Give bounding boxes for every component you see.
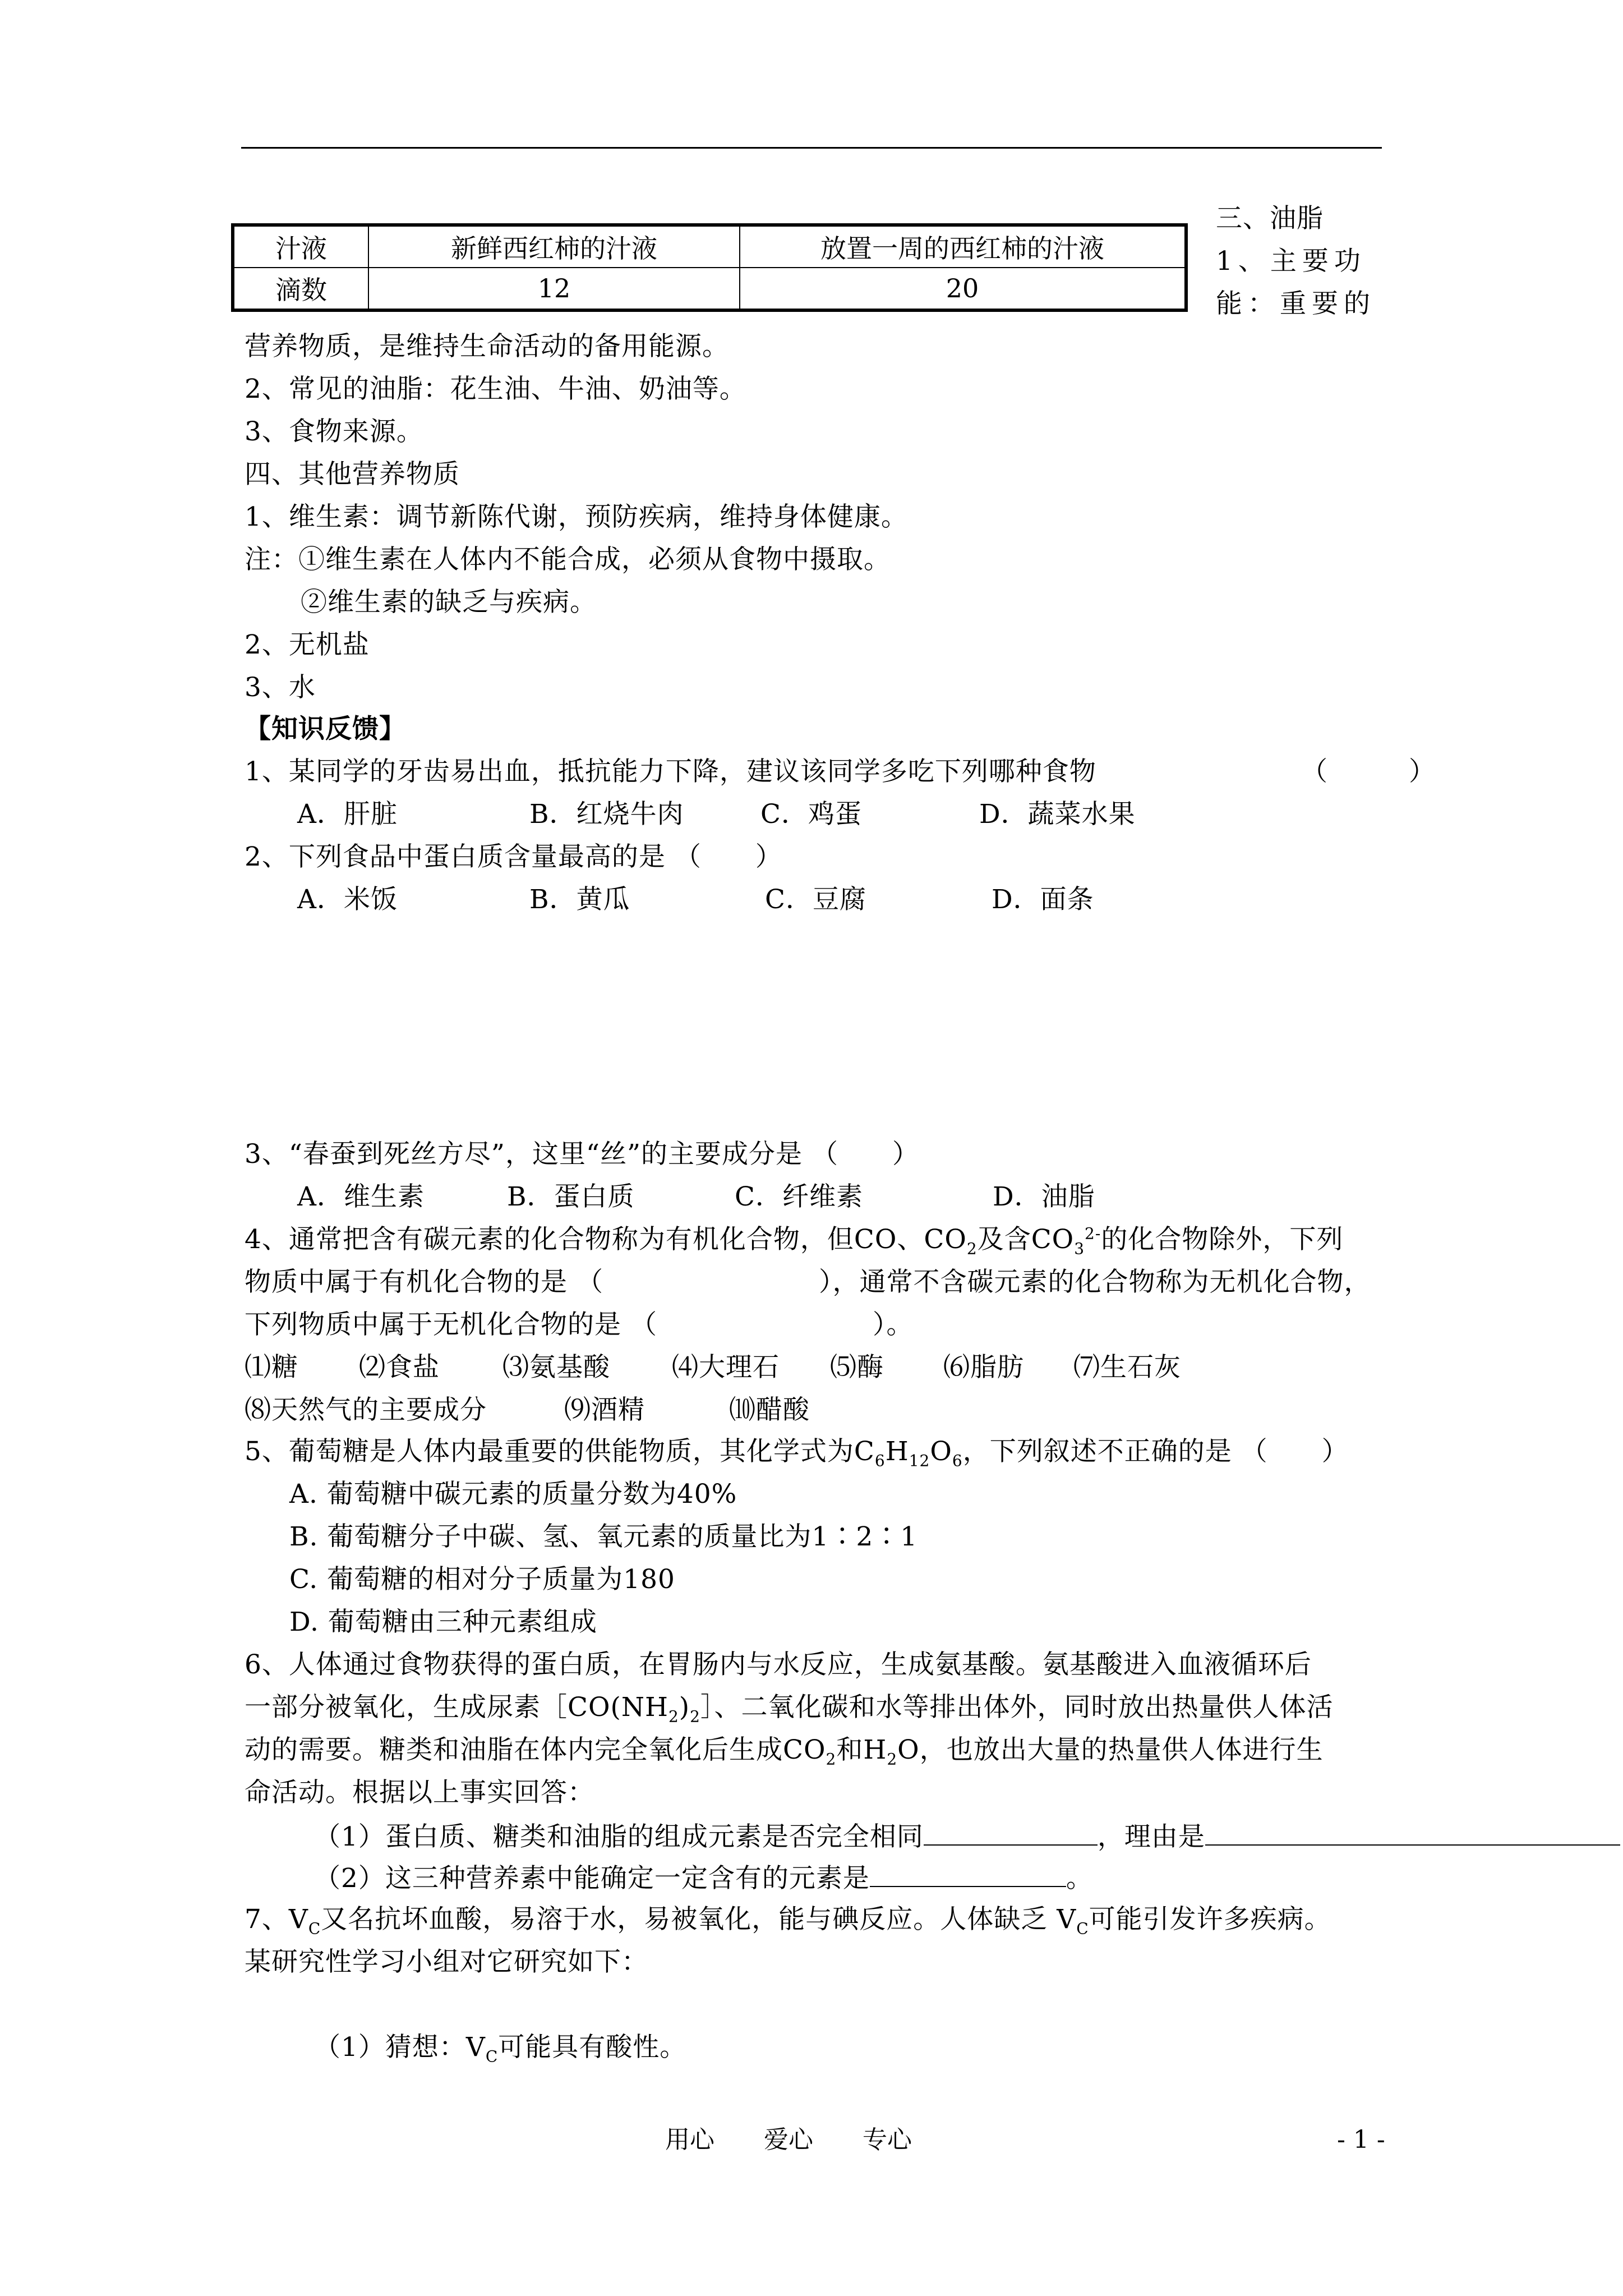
note-line: ②维生素的缺乏与疾病。 xyxy=(301,587,597,618)
option-b: B．黄瓜 xyxy=(529,884,630,915)
text-segment: （2）这三种营养素中能确定一定含有的元素是 xyxy=(314,1863,870,1894)
question-3-stem: 3、“春蚕到死丝方尽”，这里“丝”的主要成分是 （ ） xyxy=(245,1139,919,1170)
answer-blank[interactable] xyxy=(924,1820,1098,1846)
sub-question-1 xyxy=(314,1820,1620,1853)
text-line: 3、水 xyxy=(245,672,316,703)
text-segment: 可能具有酸性。 xyxy=(498,2032,687,2063)
question-6-line: 命活动。根据以上事实回答： xyxy=(245,1777,594,1808)
list-item: ⑸酶 xyxy=(830,1352,884,1383)
question-7-line: 某研究性学习小组对它研究如下： xyxy=(245,1947,648,1977)
text-segment: （1）蛋白质、糖类和油脂的组成元素是否完全相同 xyxy=(314,1821,924,1852)
list-item: ⑽醋酸 xyxy=(729,1395,810,1425)
juice-drops-table xyxy=(231,223,1188,312)
side-text: 1、主要功 xyxy=(1216,246,1366,277)
question-2-stem: 2、下列食品中蛋白质含量最高的是 （ ） xyxy=(245,841,782,872)
note-line: 注：①维生素在人体内不能合成，必须从食物中摄取。 xyxy=(245,544,891,575)
table-cell: 汁液 xyxy=(233,225,368,268)
answer-blank[interactable] xyxy=(870,1861,1066,1887)
list-item: ⑵食盐 xyxy=(359,1352,440,1383)
side-heading: 三、油脂 xyxy=(1216,203,1324,234)
text-segment: 5、葡萄糖是人体内最重要的供能物质，其化学式为C xyxy=(245,1436,875,1467)
option-a: A．肝脏 xyxy=(297,799,398,830)
text-line: 2、无机盐 xyxy=(245,629,370,660)
list-item: ⑺生石灰 xyxy=(1073,1352,1181,1383)
option-c: C. 葡萄糖的相对分子质量为180 xyxy=(289,1564,675,1595)
text-line: 2、常见的油脂：花生油、牛油、奶油等。 xyxy=(245,374,746,404)
option-d: D．蔬菜水果 xyxy=(979,799,1136,830)
list-item: ⑹脂肪 xyxy=(943,1352,1024,1383)
list-item: ⑷大理石 xyxy=(672,1352,780,1383)
list-item: ⑼酒精 xyxy=(564,1395,645,1425)
sub-question-2 xyxy=(314,1861,1093,1894)
text-segment: 和H xyxy=(836,1734,887,1765)
text-segment: 可能引发许多疾病。 xyxy=(1089,1904,1331,1935)
text-line: 3、食物来源。 xyxy=(245,416,423,447)
option-a: A．米饭 xyxy=(297,884,398,915)
option-c: C．豆腐 xyxy=(765,884,866,915)
text-segment: ，下列叙述不正确的是 （ ） xyxy=(962,1436,1349,1467)
table-cell: 20 xyxy=(740,268,1186,310)
text-segment: O，也放出大量的热量供人体进行生 xyxy=(897,1734,1324,1765)
text-segment: 及含CO xyxy=(977,1224,1075,1255)
table-cell: 放置一周的西红柿的汁液 xyxy=(740,225,1186,268)
option-b: B．红烧牛肉 xyxy=(529,799,684,830)
table-row xyxy=(233,268,1186,310)
answer-blank[interactable] xyxy=(1205,1820,1620,1846)
section-heading: 【知识反馈】 xyxy=(245,714,406,744)
section-heading: 四、其他营养物质 xyxy=(245,459,460,490)
list-item: ⑻天然气的主要成分 xyxy=(245,1395,487,1425)
question-5-stem: 5、葡萄糖是人体内最重要的供能物质，其化学式为$C_6H_{12}O_6$，下列叙述不正确的是 （ ） xyxy=(245,1436,1349,1470)
option-d: D. 葡萄糖由三种元素组成 xyxy=(289,1607,597,1637)
text-segment: 的化合物除外，下列 xyxy=(1101,1224,1344,1255)
text-segment: 4、通常把含有碳元素的化合物称为有机化合物，但CO、CO xyxy=(245,1224,967,1255)
question-6-line: 一部分被氧化，生成尿素$[CO(NH_2)_2]$、二氧化碳和水等排出体外，同时放出热量供人体活 xyxy=(245,1692,1334,1726)
option-d: D．油脂 xyxy=(993,1181,1095,1212)
option-c: C．鸡蛋 xyxy=(760,799,862,830)
side-text: 能：重要的 xyxy=(1216,288,1376,319)
text-segment: 一部分被氧化，生成尿素［CO(NH xyxy=(245,1692,668,1723)
question-7-line: 7、$V_C$又名抗坏血酸，易溶于水，易被氧化，能与碘反应。人体缺乏 $V_C$可能引发许多疾病。 xyxy=(245,1904,1331,1938)
question-6-line: 6、人体通过食物获得的蛋白质，在胃肠内与水反应，生成氨基酸。氨基酸进入血液循环后 xyxy=(245,1649,1312,1680)
question-1-stem: 1、某同学的牙齿易出血，抵抗能力下降，建议该同学多吃下列哪种食物 xyxy=(245,756,1096,787)
question-6-line: 动的需要。糖类和油脂在体内完全氧化后生成$CO_2$和$H_2O$，也放出大量的热量供人体进行生 xyxy=(245,1734,1324,1769)
option-b: B. 葡萄糖分子中碳、氢、氧元素的质量比为1∶2∶1 xyxy=(289,1521,918,1552)
text-segment: 动的需要。糖类和油脂在体内完全氧化后生成CO xyxy=(245,1734,826,1765)
question-4-line: 下列物质中属于无机化合物的是 （ ）。 xyxy=(245,1309,914,1340)
option-c: C．纤维素 xyxy=(735,1181,863,1212)
text-line: 1、维生素：调节新陈代谢，预防疾病，维持身体健康。 xyxy=(245,501,908,532)
list-item: ⑴糖 xyxy=(245,1352,298,1383)
option-b: B．蛋白质 xyxy=(507,1181,635,1212)
question-4-line: 物质中属于有机化合物的是 （ ），通常不含碳元素的化合物称为无机化合物， xyxy=(245,1267,1371,1297)
list-item: ⑶氨基酸 xyxy=(502,1352,610,1383)
text-segment: ，理由是 xyxy=(1097,1821,1205,1852)
answer-paren: （ ） xyxy=(1301,756,1436,787)
option-d: D．面条 xyxy=(992,884,1094,915)
page-number: - 1 - xyxy=(1337,2125,1385,2154)
text-segment: ］、二氧化碳和水等排出体外，同时放出热量供人体活 xyxy=(700,1692,1334,1723)
text-segment: （1）猜想：V xyxy=(314,2032,486,2063)
text-segment: 。 xyxy=(1066,1863,1093,1894)
text-segment: 7、V xyxy=(245,1904,308,1935)
text-segment: 又名抗坏血酸，易溶于水，易被氧化，能与碘反应。人体缺乏 V xyxy=(321,1904,1077,1935)
table-cell: 12 xyxy=(368,268,740,310)
sub-question-1: （1）猜想：$V_C$可能具有酸性。 xyxy=(314,2032,687,2066)
footer-motto: 用心 爱心 专心 xyxy=(665,2125,912,2154)
question-4-line: 4、通常把含有碳元素的化合物称为有机化合物，但CO、$CO_2$及含$CO_3^{2-}$的化合物除外，下列 xyxy=(245,1224,1344,1258)
header-rule xyxy=(241,147,1382,149)
text-line: 营养物质，是维持生命活动的备用能源。 xyxy=(245,331,729,362)
table-cell: 新鲜西红柿的汁液 xyxy=(368,225,740,268)
table-cell: 滴数 xyxy=(233,268,368,310)
table-row xyxy=(233,225,1186,268)
option-a: A. 葡萄糖中碳元素的质量分数为40% xyxy=(289,1479,737,1510)
option-a: A．维生素 xyxy=(297,1181,425,1212)
